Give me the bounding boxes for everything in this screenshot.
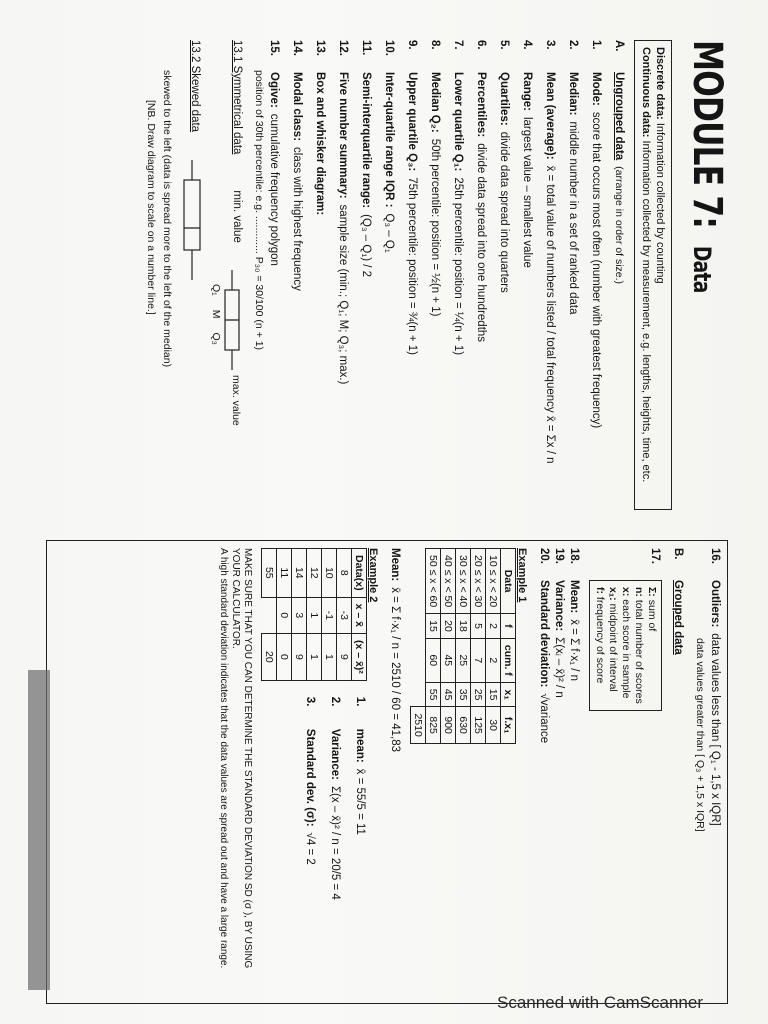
symbol-meaning: frequency of score xyxy=(594,596,606,684)
formula-text: √variance xyxy=(538,693,550,744)
table-cell: 2 xyxy=(486,638,501,682)
step-text: √4 = 2 xyxy=(304,832,316,865)
table-cell: 9 xyxy=(337,633,352,680)
table-row xyxy=(337,549,352,681)
table-cell: 10 ≤ x < 20 xyxy=(486,549,501,614)
item-label: Modal class: xyxy=(291,72,303,142)
percentile-example: position of 30th percentile: e.g. ............. P₃₀ = 30/100 (n + 1) xyxy=(253,70,265,351)
item-label: Median: xyxy=(567,72,579,116)
item-number: 2. xyxy=(567,40,579,50)
symmetrical-label: 13.1 Symmetrical data xyxy=(231,40,243,155)
outliers-label: Outliers: xyxy=(709,580,721,628)
formula-number: 18. xyxy=(568,548,580,564)
example2-step xyxy=(302,697,317,900)
item-number: 7. xyxy=(452,40,464,50)
table-row xyxy=(456,549,471,744)
item-text: 75th percentile: position = ¾(n + 1) xyxy=(406,177,418,355)
table-cell: 45 xyxy=(441,682,456,707)
right-content xyxy=(217,548,722,998)
formula-text: x̄ = Σ f·x₁ / n xyxy=(568,619,580,682)
step-number: 1. xyxy=(354,696,366,707)
data-definitions-box xyxy=(634,40,672,510)
table-cell: 12 xyxy=(307,549,322,598)
section-a-note: (arrange in order of size.) xyxy=(613,166,625,285)
table-row xyxy=(322,549,337,681)
continuous-text: Information collected by measurement, e.g. lengths, heights, time, etc. xyxy=(640,140,652,483)
table-cell: 5 xyxy=(471,614,486,639)
symbol-meaning: each score in sample xyxy=(620,599,632,699)
table-row xyxy=(441,549,456,744)
table-header: f.x₁ xyxy=(501,707,516,743)
step-label: Standard dev. (σ): xyxy=(304,728,316,827)
item-number: 10. xyxy=(383,40,395,56)
formula-row xyxy=(551,548,566,998)
discrete-text: Information collected by counting xyxy=(654,122,666,284)
symbol-name: x₁: xyxy=(607,587,619,601)
table-cell: 8 xyxy=(337,549,352,598)
item-number: 6. xyxy=(475,40,487,50)
definition-item xyxy=(289,40,304,510)
section-a-heading xyxy=(611,40,626,510)
table-cell-empty xyxy=(411,682,426,707)
section-a-letter: A. xyxy=(613,40,625,52)
table-cell: 0 xyxy=(277,633,292,680)
footer-note xyxy=(217,548,253,998)
table-cell: 1 xyxy=(307,633,322,680)
definition-item xyxy=(335,40,350,510)
item-number: 1. xyxy=(590,40,602,50)
table-header: Data xyxy=(501,549,516,614)
item-number: 11. xyxy=(360,40,372,56)
definition-item xyxy=(496,40,511,510)
section-b-letter: B. xyxy=(672,548,684,560)
definition-item xyxy=(266,40,281,510)
table-cell-empty xyxy=(411,614,426,639)
item-label: Lower quartile Q₁: xyxy=(452,72,464,172)
item-text: divide data spread into quarters xyxy=(498,131,510,293)
item-number: 12. xyxy=(337,40,349,56)
table-header: x – x̄ xyxy=(352,597,367,633)
definition-item xyxy=(542,40,557,510)
outliers-num: 16. xyxy=(709,548,721,564)
formula-label: Variance: xyxy=(553,580,565,632)
table-cell: 825 xyxy=(426,707,441,743)
table-total-row xyxy=(411,549,426,744)
symbol-row xyxy=(632,587,645,704)
table-cell: 15 xyxy=(426,614,441,639)
definition-item xyxy=(588,40,603,510)
table-header: f xyxy=(501,614,516,639)
table-cell: 20 xyxy=(441,614,456,639)
item-label: Quartiles: xyxy=(498,72,510,126)
continuous-label: Continuous data: xyxy=(640,47,652,138)
item-label: Ogive: xyxy=(268,72,280,108)
item-text: x̄ = total value of numbers listed / total frequency x̄ = Σx / n xyxy=(544,165,556,464)
scale-note: [NB. Draw diagram to scale on a number line.] xyxy=(145,100,157,315)
table-cell: -3 xyxy=(337,597,352,633)
item-number: 3. xyxy=(544,40,556,50)
sigma-symbol: Σ: xyxy=(646,587,658,597)
total-cell: 2510 xyxy=(411,707,426,743)
table-header: (x – x̄)² xyxy=(352,633,367,680)
symbol-row xyxy=(619,587,632,704)
grouped-mean-num: 17. xyxy=(649,548,661,564)
definition-item xyxy=(473,40,488,510)
table-cell-empty xyxy=(411,638,426,682)
item-number: 14. xyxy=(291,40,303,56)
table-cell: 900 xyxy=(441,707,456,743)
symbols-row xyxy=(589,548,662,998)
item-label: Mode: xyxy=(590,72,602,106)
table-cell: 0 xyxy=(277,597,292,633)
item-label: Inter-quartile range IQR : xyxy=(383,72,395,208)
item-number: 5. xyxy=(498,40,510,50)
step-label: mean: xyxy=(354,728,366,763)
item-text: sample size (min.; Q₁; M; Q₃; max.) xyxy=(337,204,349,385)
symbol-row xyxy=(606,587,619,704)
table-cell: 11 xyxy=(277,549,292,598)
item-label: Range: xyxy=(521,72,533,111)
definition-item xyxy=(312,40,327,510)
table-cell: 1 xyxy=(307,597,322,633)
step-number: 3. xyxy=(304,696,316,707)
definition-item xyxy=(404,40,419,510)
item-text: 25th percentile: position = ¼(n + 1) xyxy=(452,177,464,356)
min-value-label: min. value xyxy=(231,190,243,243)
definition-item xyxy=(565,40,580,510)
item-text: divide data spread into one hundredths xyxy=(475,143,487,343)
table-cell: 10 xyxy=(322,549,337,598)
item-number: 9. xyxy=(406,40,418,50)
example2-step xyxy=(352,697,367,900)
item-text: class with highest frequency xyxy=(291,147,303,291)
formula-row xyxy=(536,548,551,998)
table-cell: 630 xyxy=(456,707,471,743)
definition-item xyxy=(427,40,442,510)
outliers-line1: data values less than [ Q₁ - 1,5 x IQR] xyxy=(709,633,721,826)
table-cell: 14 xyxy=(292,549,307,598)
section-a-title: Ungrouped data xyxy=(613,72,625,161)
table-cell: 30 xyxy=(486,707,501,743)
table-row xyxy=(307,549,322,681)
example2-table xyxy=(261,548,367,681)
table-row xyxy=(426,549,441,744)
definition-item xyxy=(381,40,396,510)
table-cell: 35 xyxy=(456,682,471,707)
sum-data-cell: 55 xyxy=(262,549,277,598)
module-subtitle: Data xyxy=(688,245,716,293)
table-cell: 25 xyxy=(456,638,471,682)
module-title-text: MODULE 7: xyxy=(684,40,730,229)
table-row xyxy=(486,549,501,744)
boxplot-section xyxy=(124,40,244,510)
right-column xyxy=(8,540,728,1010)
q3-label: Q₃ xyxy=(210,332,222,345)
step-text: x̄ = 55/5 = 11 xyxy=(354,768,366,835)
step-number: 2. xyxy=(329,696,341,707)
formula-number: 19. xyxy=(553,548,565,564)
formula-list xyxy=(536,548,581,998)
skewed-note: skewed to the left (data is spread more to the left of the median) xyxy=(161,70,173,368)
item-text: middle number in a set of ranked data xyxy=(567,121,579,315)
symbol-meaning: total number of scores xyxy=(633,599,645,704)
item-label: Box and whisker diagram: xyxy=(314,72,326,216)
table-header: cum. f xyxy=(501,638,516,682)
table-cell: 3 xyxy=(292,597,307,633)
table-cell: 2 xyxy=(486,614,501,639)
table-cell: 7 xyxy=(471,638,486,682)
max-value-label: max. value xyxy=(230,375,242,426)
formula-number: 20. xyxy=(538,548,550,564)
definition-item xyxy=(358,40,373,510)
example2-title: Example 2 xyxy=(367,548,379,603)
item-text: 50th percentile: position = ½(n + 1) xyxy=(429,138,441,317)
example1-title: Example 1 xyxy=(516,548,528,603)
table-cell: 30 ≤ x < 40 xyxy=(456,549,471,614)
item-number: 13. xyxy=(314,40,326,56)
formula-row xyxy=(566,548,581,998)
table-cell-empty xyxy=(411,549,426,614)
footer-line1: MAKE SURE THAT YOU CAN DETERMINE THE STANDARD DEVIATION SD (σ ), BY USING YOUR CALCULATOR. xyxy=(230,548,253,969)
example1-mean-label: Mean: xyxy=(389,548,401,582)
definition-item xyxy=(519,40,534,510)
symbols-list xyxy=(593,587,645,704)
table-sum-row xyxy=(262,549,277,681)
table-cell: 25 xyxy=(471,682,486,707)
item-text: score that occurs most often (number with greatest frequency) xyxy=(590,111,602,429)
step-text: Σ(x – x̄)² / n = 20/5 = 4 xyxy=(329,785,341,900)
table-row xyxy=(277,549,292,681)
discrete-label: Discrete data: xyxy=(654,47,666,120)
table-cell: 55 xyxy=(426,682,441,707)
example2-step xyxy=(327,697,342,900)
symbol-name: x: xyxy=(620,587,632,597)
item-text: cumulative frequency polygon xyxy=(268,113,280,266)
table-cell: 9 xyxy=(292,633,307,680)
table-cell: -1 xyxy=(322,597,337,633)
table-row xyxy=(292,549,307,681)
item-number: 8. xyxy=(429,40,441,50)
table-cell-empty xyxy=(262,597,277,633)
example1-table xyxy=(410,548,516,744)
symbol-meaning: midpoint of interval xyxy=(607,603,619,692)
symbols-box xyxy=(589,580,662,711)
item-label: Median Q₂: xyxy=(429,72,441,133)
formula-label: Standard deviation: xyxy=(538,580,550,688)
symbol-name: n: xyxy=(633,587,645,597)
table-cell: 20 ≤ x < 30 xyxy=(471,549,486,614)
definition-list xyxy=(266,40,603,510)
footer-line2: A high standard deviation indicates that the data values are spread out and have a large range. xyxy=(218,548,229,969)
item-text: Q₃ – Q₁ xyxy=(383,213,395,253)
table-cell: 18 xyxy=(456,614,471,639)
table-cell: 125 xyxy=(471,707,486,743)
example1-mean xyxy=(387,548,402,998)
table-cell: 40 ≤ x < 50 xyxy=(441,549,456,614)
sigma-text: sum of xyxy=(646,599,658,632)
section-b-title: Grouped data xyxy=(672,580,684,655)
item-label: Five number summary: xyxy=(337,72,349,199)
table-header: Data(x) xyxy=(352,549,367,598)
table-cell: 50 ≤ x < 60 xyxy=(426,549,441,614)
item-text: largest value – smallest value xyxy=(521,116,533,268)
skewed-label: 13.2 Skewed data xyxy=(189,40,201,133)
median-label: M xyxy=(210,309,222,319)
item-label: Upper quartile Q₃: xyxy=(406,72,418,172)
outliers-row xyxy=(707,548,722,998)
table-row xyxy=(471,549,486,744)
symbol-name: f: xyxy=(594,587,606,594)
item-label: Semi-interquartile range: xyxy=(360,72,372,209)
example2-block xyxy=(261,548,367,998)
module-title xyxy=(684,40,730,407)
table-cell: 15 xyxy=(486,682,501,707)
item-number: 15. xyxy=(268,40,280,56)
table-cell: 1 xyxy=(322,633,337,680)
definition-item xyxy=(450,40,465,510)
example1-mean-text: x̄ = Σ f·x₁ / n = 2510 / 60 = 41,83 xyxy=(389,587,401,752)
formula-text: Σ(xᵢ – x̄)² / n xyxy=(553,637,565,698)
outliers-line2: data values greater than [ Q₃ + 1,5 x IQR] xyxy=(694,638,706,832)
table-header: x₁ xyxy=(501,682,516,707)
scan-shadow xyxy=(28,670,50,990)
q1-label: Q₁ xyxy=(210,284,222,296)
example2-steps xyxy=(261,697,367,900)
step-label: Variance: xyxy=(329,728,341,780)
table-cell: 60 xyxy=(426,638,441,682)
symbol-row xyxy=(593,587,606,704)
table-cell: 45 xyxy=(441,638,456,682)
item-text: (Q₃ – Q₁) / 2 xyxy=(360,214,372,278)
scanner-watermark: Scanned with CamScanner xyxy=(497,993,704,1012)
item-label: Percentiles: xyxy=(475,72,487,138)
left-column xyxy=(10,40,730,510)
skewed-boxplot xyxy=(174,160,204,360)
item-number: 4. xyxy=(521,40,533,50)
item-label: Mean (average): xyxy=(544,72,556,160)
formula-label: Mean: xyxy=(568,580,580,614)
sum-squares-cell: 20 xyxy=(262,633,277,680)
section-b-heading xyxy=(670,548,685,998)
